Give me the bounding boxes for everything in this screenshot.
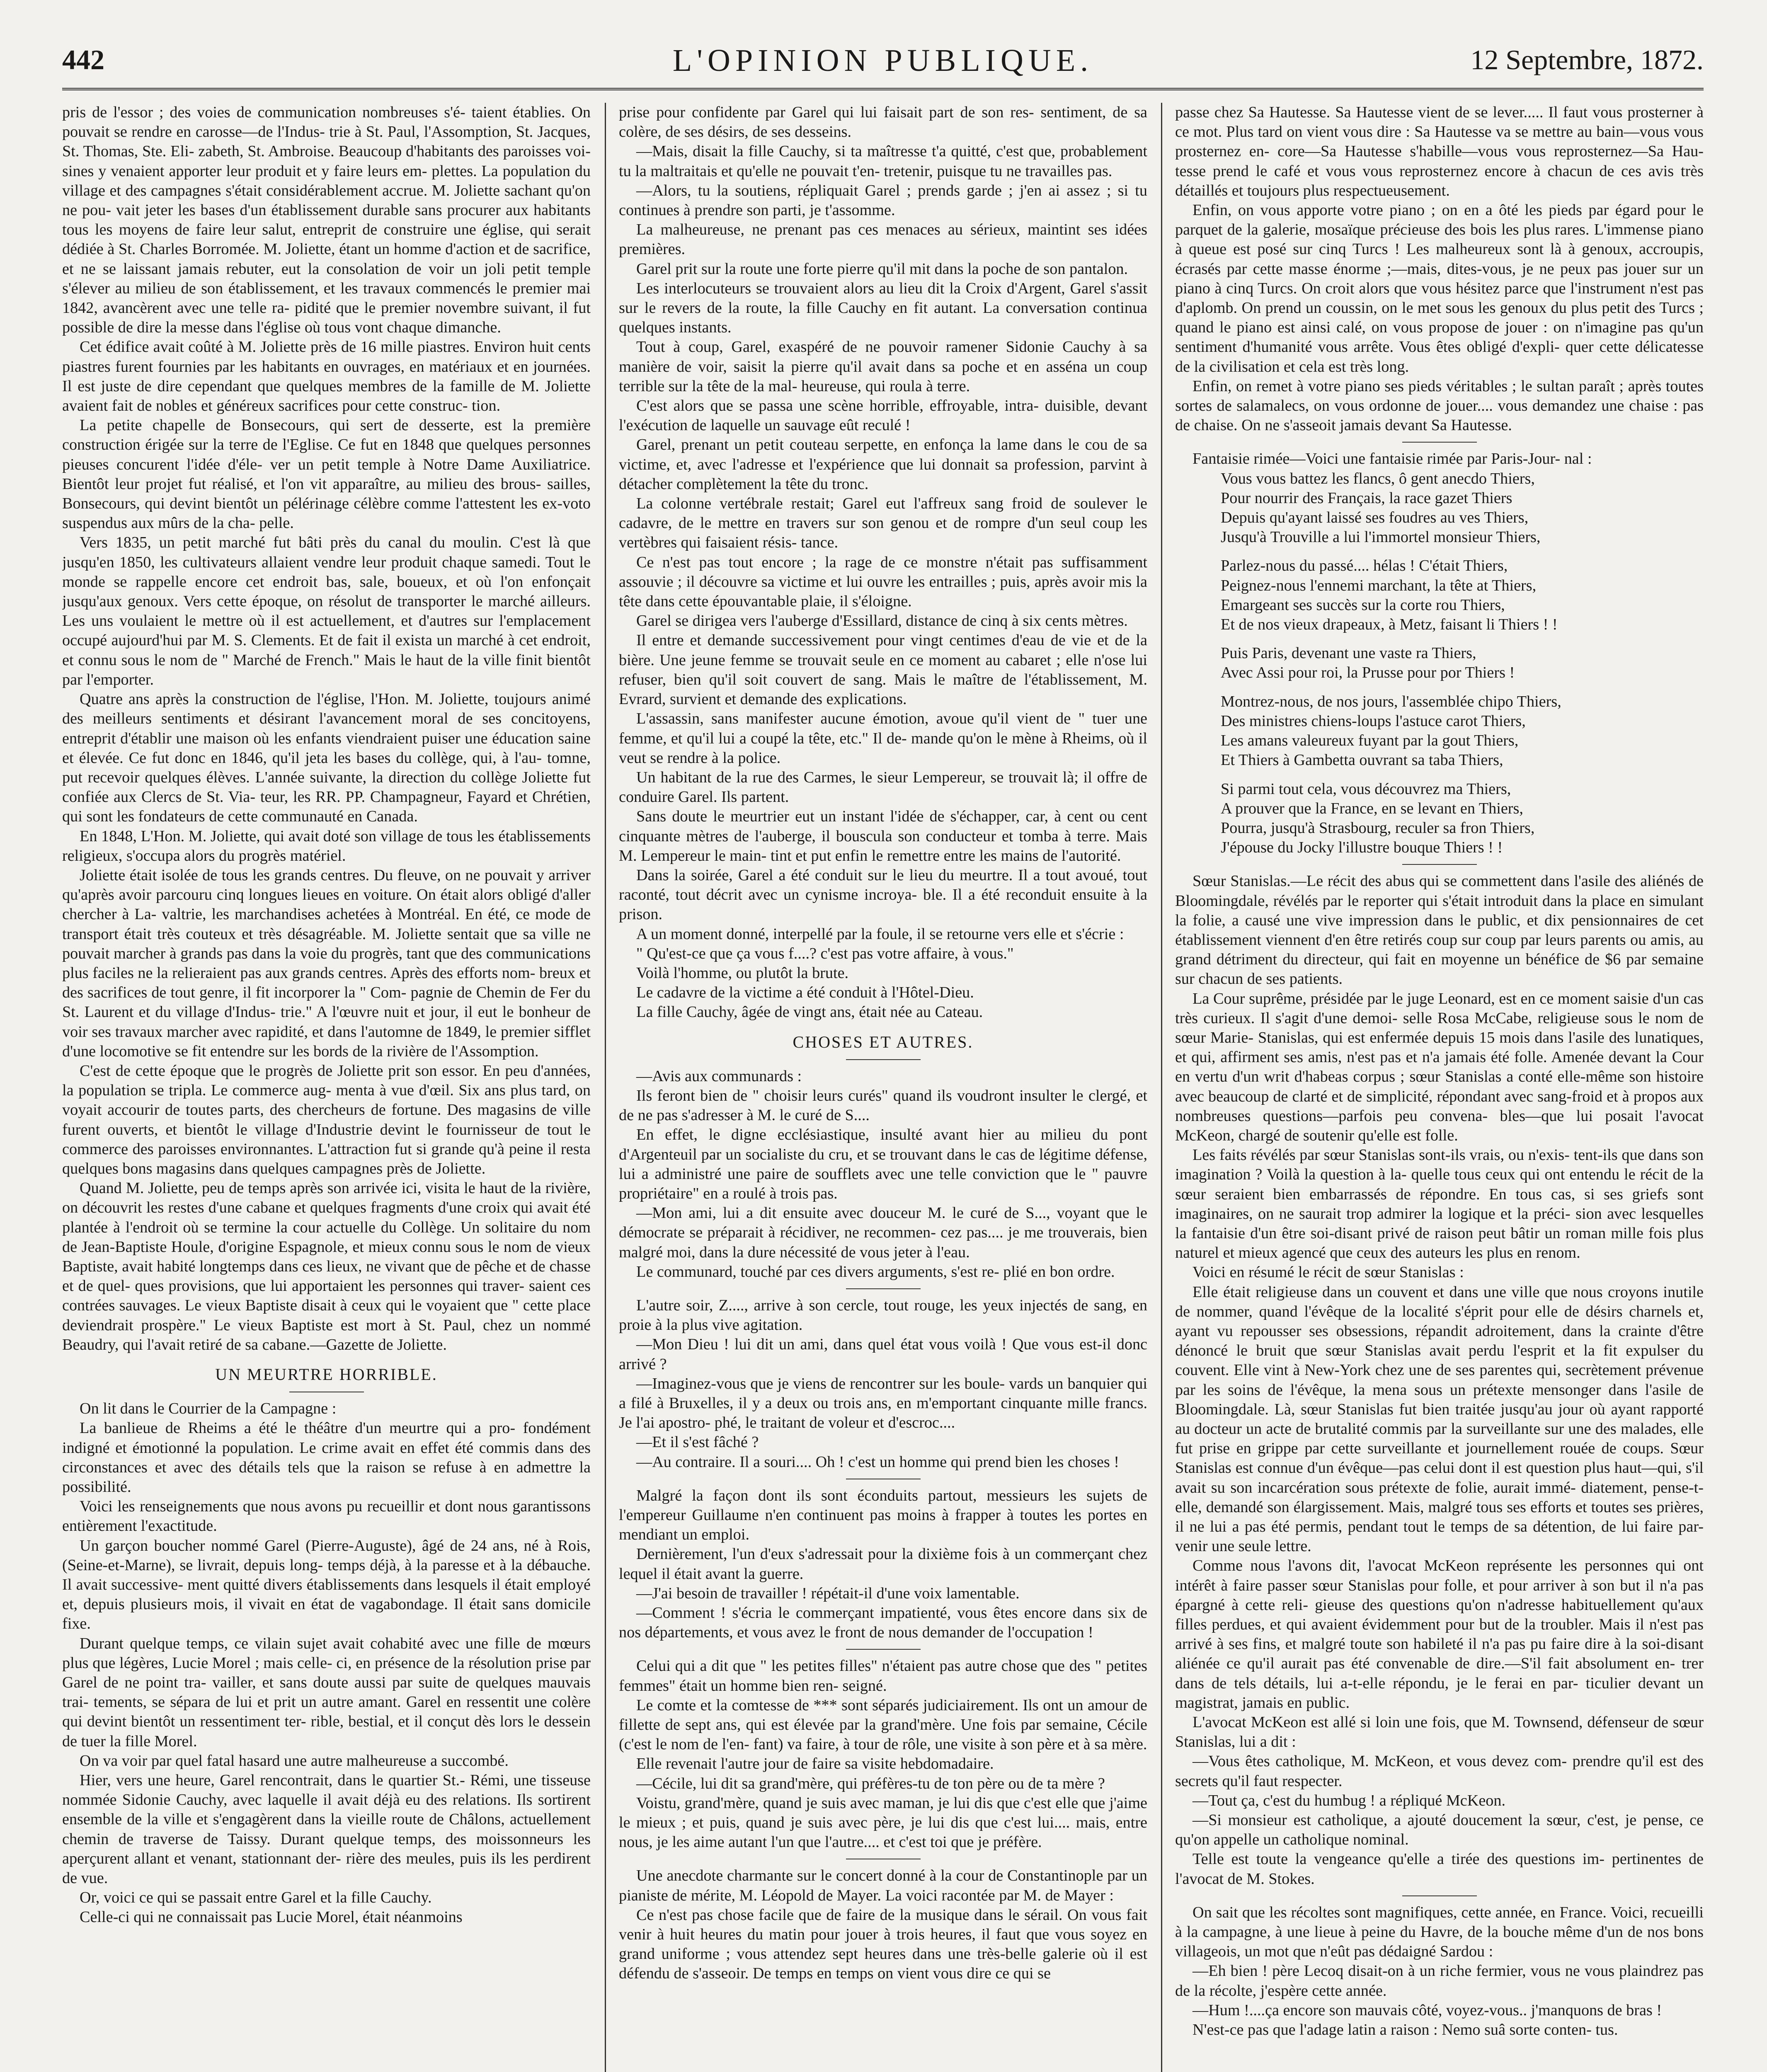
article-paragraph: Sans doute le meurtrier eut un instant l'idée de s'échapper, car, à cent ou cent cinquante mètres de l'auberge, il bouscula son conducteur et tomba à terre. Mais M. Lempereur le main- tint et put enfin le remettre entre les mains de l'autorité. xyxy=(619,808,1147,864)
article-paragraph: Garel, prenant un petit couteau serpette, en enfonça la lame dans le cou de sa victime, et, avec l'adresse et l'expérience que lui donnait sa profession, parvint à détacher complètement la tête du tronc. xyxy=(619,436,1147,493)
article-paragraph: Ils feront bien de " choisir leurs curés" quand ils voudront insulter le clergé, et de ne pas s'adresser à M. le curé de S.... xyxy=(619,1087,1147,1124)
poem-line: Vous vous battez les flancs, ô gent anecdo Thiers, xyxy=(1221,470,1535,487)
article-paragraph: —Tout ça, c'est du humbug ! a répliqué McKeon. xyxy=(1193,1791,1506,1809)
article-paragraph: —Imaginez-vous que je viens de rencontrer sur les boule- vards un banquier qui a filé à Bruxelles, il y a deux ou trois ans, en m'emportant cinquante mille francs. Je l'ai apostro- phé, le traitant de voleur et d'escroc.... xyxy=(619,1375,1147,1432)
article-paragraph: —J'ai besoin de travailler ! répétait-il d'une voix lamentable. xyxy=(636,1584,1020,1602)
article-paragraph: Il entre et demande successivement pour vingt centimes d'eau de vie et de la bière. Une jeune femme se trouvait seule en ce moment au cabaret ; elle n'ose lui refuser, bien qu'il soit couvert de sang. Mais le maître de l'établissement, M. Evrard, survient et demande des explications. xyxy=(619,632,1147,708)
article-paragraph: Fantaisie rimée—Voici une fantaisie rimée par Paris-Jour- nal : xyxy=(1193,450,1592,468)
article-paragraph: N'est-ce pas que l'adage latin a raison : Nemo suâ sorte conten- tus. xyxy=(1193,2021,1618,2039)
poem-line: Puis Paris, devenant une vaste ra Thiers, xyxy=(1221,644,1476,662)
article-paragraph: Voici les renseignements que nous avons pu recueillir et dont nous garantissons entièrement l'exactitude. xyxy=(62,1498,591,1535)
article-paragraph: En effet, le digne ecclésiastique, insulté avant hier au milieu du pont d'Argenteuil par un socialiste du cru, et se trouvant dans le cas de légitime défense, lui a administré une paire de soufflets avec une telle conviction que le " pauvre propriétaire" en a roulé à trois pas. xyxy=(619,1126,1147,1202)
poem-line: Des ministres chiens-loups l'astuce carot Thiers, xyxy=(1221,712,1526,730)
article-paragraph: —Mais, disait la fille Cauchy, si ta maîtresse t'a quitté, c'est que, probablement tu la maltraitais et qu'elle ne pouvait t'en- tretenir, puisque tu ne travailles pas. xyxy=(619,143,1147,180)
article-paragraph: —Et il s'est fâché ? xyxy=(636,1433,759,1451)
article-paragraph: Quand M. Joliette, peu de temps après son arrivée ici, visita le haut de la rivière, on découvrit les restes d'une cabane et quelques fragments d'une croix qui avait été plantée à l'endroit où se termine la cour actuelle du Collège. Un solitaire du nom de Jean-Baptiste Houle, d'origine Espagnole, et mieux connu sous le nom de vieux Baptiste, avait habité longtemps dans ces lieux, ne vivant que de pêche et de chasse et de quel- ques provisions, que lui apportaient les personnes qui traver- saient ces contrées sauvages. Le vieux Baptiste disait à ceux qui le voyaient que " cette place deviendrait prospère." Le vieux Baptiste est mort à St. Paul, chez un nommé Beaudry, qui l'avait retiré de sa cabane.—Gazette de Joliette. xyxy=(62,1179,591,1353)
article-paragraph: Tout à coup, Garel, exaspéré de ne pouvoir ramener Sidonie Cauchy à sa manière de voir, saisit la pierre qu'il avait dans sa poche et en asséna un coup terrible sur la tête de la mal- heureuse, qui roula à terre. xyxy=(619,338,1147,395)
article-paragraph: Enfin, on remet à votre piano ses pieds véritables ; le sultan paraît ; après toutes sortes de salamalecs, on vous ordonne de jouer.... vous demandez une chaise : pas de chaise. On ne s'asseoit jamais devant Sa Hautesse. xyxy=(1175,377,1704,434)
article-paragraph: —Si monsieur est catholique, a ajouté doucement la sœur, c'est, je pense, ce qu'on appelle un catholique nominal. xyxy=(1175,1811,1704,1849)
article-paragraph: Vers 1835, un petit marché fut bâti près du canal du moulin. C'est là que jusqu'en 1850, les cultivateurs allaient vendre leur produit chaque samedi. Tout le monde se rappelle encore cet endroit bas, sale, boueux, et où l'on enfonçait jusqu'aux genoux. Vers cette époque, on résolut de transporter le marché ailleurs. Les uns voulaient le mettre où il est actuellement, et d'autres sur l'emplacement occupé aujourd'hui par M. S. Clements. Et de fait il exista un marché à cet endroit, et connu sous le nom de " Marché de French." Mais le haut de la ville finit bientôt par l'emporter. xyxy=(62,534,591,688)
article-paragraph: Voici en résumé le récit de sœur Stanislas : xyxy=(1193,1264,1464,1281)
article-paragraph: Hier, vers une heure, Garel rencontrait, dans le quartier St.- Rémi, une tisseuse nommée Sidonie Cauchy, avec laquelle il avait déjà eu des relations. Ils sortirent ensemble de la ville et s'engagèrent dans la vieille route de Châlons, actuellement chemin de traverse de Taissy. Durant quelque temps, des moissonneurs les aperçurent allant et venant, stationnant der- rière des meules, puis ils les perdirent de vue. xyxy=(62,1772,591,1887)
item-separator xyxy=(1402,442,1477,443)
article-paragraph: La colonne vertébrale restait; Garel eut l'affreux sang froid de soulever le cadavre, de le mettre en travers sur son genou et de rompre d'un seul coup les vertèbres qui faisaient résis- tance. xyxy=(619,495,1147,552)
article-paragraph: La banlieue de Rheims a été le théâtre d'un meurtre qui a pro- fondément indigné et émotionné la population. Le crime avait en effet été commis dans des circonstances et avec des détails tels que la raison se refuse à en admettre la possibilité. xyxy=(62,1419,591,1496)
stanza-gap xyxy=(1175,634,1704,644)
article-paragraph: Dans la soirée, Garel a été conduit sur le lieu du meurtre. Il a tout avoué, tout raconté, tout décrit avec un cynisme incroya- ble. Il a été reconduit ensuite à la prison. xyxy=(619,866,1147,923)
article-paragraph: C'est alors que se passa une scène horrible, effroyable, intra- duisible, devant l'exécution de laquelle un sauvage eût reculé ! xyxy=(619,397,1147,434)
poem-line: Et Thiers à Gambetta ouvrant sa taba Thiers, xyxy=(1221,751,1503,769)
section-heading: CHOSES ET AUTRES. xyxy=(793,1032,974,1051)
article-paragraph: —Eh bien ! père Lecoq disait-on à un riche fermier, vous ne vous plaindrez pas de la récolte, j'espère cette année. xyxy=(1175,1962,1704,1999)
article-paragraph: Comme nous l'avons dit, l'avocat McKeon représente les personnes qui ont intérêt à faire passer sœur Stanislas pour folle, et pour arriver à son but il n'a pas épargné à cette reli- gieuse des questions qu'on n'adresse habituellement qu'aux filles perdues, et qui avaient évidemment pour but de la troubler. Mais il n'est pas arrivé à ses fins, et malgré toute son habileté il n'a pas pu faire dire à la soi-disant aliénée ce qu'il aurait pas été convenable de dire.—S'il fait absolument en- trer dans de tels détails, lui a-t-elle répondu, je le ferai en par- ticulier devant un magistrat, jamais en public. xyxy=(1175,1557,1704,1711)
article-paragraph: Les faits révélés par sœur Stanislas sont-ils vrais, ou n'exis- tent-ils que dans son imagination ? Voilà la question à la- quelle tous ceux qui ont entendu le récit de la sœur seraient bien embarrassés de répondre. En tous cas, si ses griefs sont imaginaires, on ne saurait trop admirer la logique et la préci- sion avec lesquelles la fantaisie d'un être soi-disant privé de raison peut bâtir un roman mille fois plus naturel et mieux agencé que ceux des auteurs les plus en renom. xyxy=(1175,1146,1704,1262)
poem-line: Parlez-nous du passé.... hélas ! C'était Thiers, xyxy=(1221,557,1508,575)
article-paragraph: Enfin, on vous apporte votre piano ; on en a ôté les pieds par égard pour le parquet de la galerie, mosaïque précieuse des bois les plus rares. L'immense piano à queue est posé sur cinq Turcs ! Les malheureux sont là à genoux, accroupis, écrasés par cette masse énorme ;—mais, dites-vous, je ne peux pas jouer sur un piano à cinq Turcs. On croit alors que vous hésitez parce que l'instrument n'est pas d'aplomb. On prend un coussin, on le met sous les genoux du plus petit des Turcs ; quand le piano est ainsi calé, on vous propose de jouer : on n'imagine pas qu'un sentiment d'humanité vous arrête. Vous êtes obligé d'expli- quer cette délicatesse de la civilisation et cela est très long. xyxy=(1175,201,1704,375)
item-separator xyxy=(1402,1895,1477,1896)
article-paragraph: Quatre ans après la construction de l'église, l'Hon. M. Joliette, toujours animé des meilleurs sentiments et désirant l'avancement moral de ses concitoyens, entreprit d'établir une maison où les enfants viendraient puiser une éducation saine et élevée. Ce fut donc en 1846, qu'il jeta les bases du collège, qui, à l'au- tomne, put recevoir quelques élèves. L'année suivante, la direction du collège Joliette fut confiée aux Clercs de St. Via- teur, les RR. PP. Champagneur, Fayard et Chrétien, qui sont les fondateurs de cette communauté en Canada. xyxy=(62,690,591,825)
article-paragraph: Or, voici ce qui se passait entre Garel et la fille Cauchy. xyxy=(80,1889,432,1907)
stanza-gap xyxy=(1175,547,1704,556)
item-separator xyxy=(1402,864,1477,865)
article-paragraph: Ce n'est pas chose facile que de faire de la musique dans le sérail. On vous fait venir à huit heures du matin pour jouer à trois heures, il faut que vous soyez en grand uniforme ; vous attendez sept heures dans une très-belle galerie où il est défendu de s'asseoir. De temps en temps on vient vous dire ce qui se xyxy=(619,1906,1147,1982)
article-paragraph: On va voir par quel fatal hasard une autre malheureuse a succombé. xyxy=(80,1752,509,1769)
article-paragraph: passe chez Sa Hautesse. Sa Hautesse vient de se lever..... Il faut vous prosterner à ce mot. Plus tard on vient vous dire : Sa Hautesse va se mettre au bain—vous vous prosternez en- core—Sa Hautesse s'habille—vous vous reprosternez—Sa Hau- tesse prend le café et vous vous reprosternez encore à chacun de ces avis très détaillés et toujours plus respectueusement. xyxy=(1175,104,1704,199)
article-paragraph: —Au contraire. Il a souri.... Oh ! c'est un homme qui prend bien les choses ! xyxy=(636,1453,1119,1471)
article-paragraph: —Vous êtes catholique, M. McKeon, et vous devez com- prendre qu'il est des secrets qu'il faut respecter. xyxy=(1175,1752,1704,1790)
article-paragraph: Dernièrement, l'un d'eux s'adressait pour la dixième fois à un commerçant chez lequel il était avant la guerre. xyxy=(619,1545,1147,1583)
poem-line: Pour nourrir des Français, la race gazet Thiers xyxy=(1221,489,1512,507)
column-divider xyxy=(1161,103,1162,2072)
article-paragraph: A un moment donné, interpellé par la foule, il se retourne vers elle et s'écrie : xyxy=(636,925,1124,943)
article-paragraph: Le communard, touché par ces divers arguments, s'est re- plié en bon ordre. xyxy=(636,1263,1115,1280)
article-paragraph: L'autre soir, Z...., arrive à son cercle, tout rouge, les yeux injectés de sang, en proie à la plus vive agitation. xyxy=(619,1296,1147,1334)
issue-date: 12 Septembre, 1872. xyxy=(1470,44,1704,75)
article-paragraph: —Mon ami, lui a dit ensuite avec douceur M. le curé de S..., voyant que le démocrate se préparait à récidiver, ne recommen- cez pas.... je me trouverais, bien malgré moi, dans la dure nécessité de vous jeter à l'eau. xyxy=(619,1204,1147,1261)
article-paragraph: —Avis aux communards : xyxy=(636,1067,802,1085)
section-rule xyxy=(846,1059,921,1060)
article-paragraph: Garel prit sur la route une forte pierre qu'il mit dans la poche de son pantalon. xyxy=(636,260,1128,278)
article-paragraph: Un habitant de la rue des Carmes, le sieur Lempereur, se trouvait là; il offre de conduire Garel. Ils partent. xyxy=(619,768,1147,806)
poem-line: J'épouse du Jocky l'illustre bouque Thiers ! ! xyxy=(1221,839,1503,857)
article-paragraph: Voilà l'homme, ou plutôt la brute. xyxy=(636,964,849,982)
item-separator xyxy=(846,1288,921,1289)
poem-line: Et de nos vieux drapeaux, à Metz, faisant li Thiers ! ! xyxy=(1221,616,1558,634)
article-paragraph: Elle revenait l'autre jour de faire sa visite hebdomadaire. xyxy=(636,1755,994,1773)
article-paragraph: Celle-ci qui ne connaissait pas Lucie Morel, était néanmoins xyxy=(80,1908,463,1926)
article-paragraph: Voistu, grand'mère, quand je suis avec maman, je lui dis que c'est elle que j'aime le mieux ; et puis, quand je suis avec père, je lui dis que c'est lui.... mais, entre nous, je les aime autant l'un que l'autre.... et c'est toi que je préfère. xyxy=(619,1794,1147,1851)
article-paragraph: Ce n'est pas tout encore ; la rage de ce monstre n'était pas suffisamment assouvie ; il découvre sa victime et lui ouvre les entrailles ; puis, après avoir mis la tête dans cette épouvantable plaie, il s'éloigne. xyxy=(619,553,1147,610)
article-paragraph: La Cour suprême, présidée par le juge Leonard, est en ce moment saisie d'un cas très curieux. Il s'agit d'une demoi- selle Rosa McCabe, religieuse sous le nom de sœur Marie- Stanislas, qui est enfermée depuis 15 mois dans l'asile des lunatiques, et qui, affirment ses amis, n'est pas et n'a jamais été folle. Amenée devant la Cour en vertu d'un writ d'habeas corpus ; sœur Stanislas a conté elle-même son histoire avec beaucoup de clarté et de simplicité, répondant avec sang-froid et à propos aux nombreuses questions—parfois peu convena- bles—que lui posait l'avocat McKeon, chargé de soutenir qu'elle est folle. xyxy=(1175,990,1704,1144)
article-paragraph: Le comte et la comtesse de *** sont séparés judiciairement. Ils ont un amour de fillette de sept ans, qui est élevée par la grand'mère. Une fois par semaine, Cécile (c'est le nom de l'en- fant) va faire, à tour de rôle, une visite à son père et à sa mère. xyxy=(619,1696,1147,1753)
article-paragraph: —Hum !....ça encore son mauvais côté, voyez-vous.. j'manquons de bras ! xyxy=(1193,2001,1662,2019)
column-1 xyxy=(62,103,591,2072)
article-paragraph: Joliette était isolée de tous les grands centres. Du fleuve, on ne pouvait y arriver qu'après avoir parcouru cinq longues lieues en voiture. On était alors obligé d'aller chercher à La- valtrie, les marchandises achetées à Montréal. En été, ce mode de transport était très couteux et très désagréable. M. Joliette sentait que sa ville ne pouvait marcher à grands pas dans la voie du progrès, tant que des communications plus faciles ne la relieraient pas aux grands centres. Après des efforts nom- breux et des sacrifices de tout genre, il fit incorporer la " Com- pagnie de Chemin de Fer du St. Laurent et du village d'Indus- trie." A l'œuvre nuit et jour, il eut le bonheur de voir ses travaux marcher avec rapidité, et dans l'automne de 1849, le premier sifflet d'une locomotive se fit entendre sur les bords de la rivière de l'Assomption. xyxy=(62,866,591,1060)
column-divider xyxy=(605,103,606,2072)
poem-line: Les amans valeureux fuyant par la gout Thiers, xyxy=(1221,732,1519,750)
page-number: 442 xyxy=(62,44,104,75)
article-paragraph: —Comment ! s'écria le commerçant impatienté, vous êtes encore dans six de nos départements, et vous avez le front de nous demander de l'occupation ! xyxy=(619,1604,1147,1641)
article-paragraph: Celui qui a dit que " les petites filles" n'étaient pas autre chose que des " petites femmes" était un homme bien ren- seigné. xyxy=(619,1657,1147,1694)
article-paragraph: Elle était religieuse dans un couvent et dans une ville que nous croyons inutile de nommer, quand l'évêque de la localité s'éprit pour elle de désirs charnels et, ayant vu repousser ses obsessions, répandit adroitement, dans la crainte d'être dénoncé le bruit que sœur Stanislas avait perdu l'esprit et la fit expulser du couvent. Elle vint à New-York chez une de ses parentes qui, secrètement prévenue par les soins de l'évêque, la mena sous un prétexte mensonger dans l'asile de Bloomingdale. Là, sœur Stanislas fut bien traitée jusqu'au jour où ayant rapporté au docteur un acte de brutalité commis par la surveillante sur une des malades, elle fut prise en grippe par cette surveillante et journellement rouée de coups. Sœur Stanislas est connue d'un évêque—pas celui dont il est question plus haut—qui, s'il avait su son incarcération sous prétexte de folie, aurait immé- diatement, pense-t-elle, demandé son élargissement. Mais, malgré tous ses efforts et toutes ses prières, il ne lui a pas été permis, pendant tout le temps de sa détention, de lui faire par- venir une seule lettre. xyxy=(1175,1283,1704,1555)
article-paragraph: L'avocat McKeon est allé si loin une fois, que M. Townsend, défenseur de sœur Stanislas, lui a dit : xyxy=(1175,1714,1704,1751)
column-2 xyxy=(619,103,1147,2072)
article-paragraph: —Mon Dieu ! lui dit un ami, dans quel état vous voilà ! Que vous est-il donc arrivé ? xyxy=(619,1336,1147,1373)
article-paragraph: Cet édifice avait coûté à M. Joliette près de 16 mille piastres. Environ huit cents piastres furent fournies par les habitants en ouvrages, en matériaux et en journées. Il est juste de dire cependant que quelques membres de la famille de M. Joliette avaient fait de nobles et généreux sacrifices pour cette construc- tion. xyxy=(62,338,591,415)
poem-line: Peignez-nous l'ennemi marchant, la tête at Thiers, xyxy=(1221,576,1537,594)
article-paragraph: En 1848, L'Hon. M. Joliette, qui avait doté son village de tous les établissements religieux, s'occupa alors du progrès matériel. xyxy=(62,827,591,864)
article-paragraph: Les interlocuteurs se trouvaient alors au lieu dit la Croix d'Argent, Garel s'assit sur le revers de la route, la fille Cauchy en fit autant. La conversation continua quelques instants. xyxy=(619,279,1147,336)
poem-line: Si parmi tout cela, vous découvrez ma Thiers, xyxy=(1221,780,1511,798)
stanza-gap xyxy=(1175,683,1704,692)
section-heading: UN MEURTRE HORRIBLE. xyxy=(215,1365,438,1384)
newspaper-title: L'OPINION PUBLIQUE. xyxy=(672,43,1093,78)
article-paragraph: L'assassin, sans manifester aucune émotion, avoue qu'il vient de " tuer une femme, et qu'il lui a coupé la tête, etc." Il de- mande qu'on le mène à Rheims, où il veut se rendre à la police. xyxy=(619,710,1147,767)
article-paragraph: La fille Cauchy, âgée de vingt ans, était née au Cateau. xyxy=(636,1003,983,1021)
masthead-rule xyxy=(62,88,1704,90)
poem-line: Pourra, jusqu'à Strasbourg, reculer sa fron Thiers, xyxy=(1221,819,1535,837)
article-paragraph: —Cécile, lui dit sa grand'mère, qui préfères-tu de ton père ou de ta mère ? xyxy=(636,1774,1105,1792)
article-paragraph: On sait que les récoltes sont magnifiques, cette année, en France. Voici, recueilli à la campagne, à une lieue à peine du Havre, de la bouche même d'un de nos bons villageois, un mot que n'eût pas dédaigné Sardou : xyxy=(1175,1903,1704,1961)
article-paragraph: prise pour confidente par Garel qui lui faisait part de son res- sentiment, de sa colère, de ses désirs, de ses desseins. xyxy=(619,104,1147,141)
stanza-gap xyxy=(1175,770,1704,779)
article-paragraph: La petite chapelle de Bonsecours, qui sert de desserte, est la première construction érigée sur la terre de l'Eglise. Ce fut en 1848 que quelques personnes pieuses concurent l'idée d'éle- ver un petit temple à Notre Dame Auxiliatrice. Bientôt leur projet fut réalisé, et l'on vit apparaître, au milieu des brous- sailles, Bonsecours, qui devint bientôt un pélérinage célèbre comme l'attestent les ex-voto suspendus aux mûrs de la cha- pelle. xyxy=(62,416,591,532)
article-paragraph: pris de l'essor ; des voies de communication nombreuses s'é- taient établies. On pouvait se rendre en carosse—de l'Indus- trie à St. Paul, l'Assomption, St. Jacques, St. Thomas, Ste. Eli- zabeth, St. Ambroise. Beaucoup d'habitants des paroisses voi- sines y venaient apporter leur produit et y faire leurs em- plettes. La population du village et des campagnes s'était considérablement accrue. M. Joliette sachant qu'on ne pou- vait jeter les bases d'un établissement durable sans procurer aux habitants tous les moyens de faire leur salut, entreprit de construire une église, qui serait dédiée à St. Charles Borromée. M. Joliette, étant un homme d'action et de sacrifice, et ne se laissant jamais rebuter, eut la consolation de voir un joli petit temple s'élever au milieu de son établissement, et les travaux commencés le premier mai 1842, avancèrent avec une telle ra- pidité que le premier novembre suivant, il fut possible de dire la messe dans l'église où tous vont chaque dimanche. xyxy=(62,104,591,336)
article-paragraph: Le cadavre de la victime a été conduit à l'Hôtel-Dieu. xyxy=(636,984,974,1002)
poem-line: Depuis qu'ayant laissé ses foudres au ves Thiers, xyxy=(1221,509,1529,527)
article-paragraph: Malgré la façon dont ils sont éconduits partout, messieurs les sujets de l'empereur Guillaume n'en continuent pas moins à frapper à toutes les portes en mendiant un emploi. xyxy=(619,1486,1147,1544)
article-paragraph: " Qu'est-ce que ça vous f....? c'est pas votre affaire, à vous." xyxy=(636,944,1014,962)
article-paragraph: —Alors, tu la soutiens, répliquait Garel ; prends garde ; j'en ai assez ; si tu continues à prendre son parti, je t'assomme. xyxy=(619,182,1147,219)
article-paragraph: Garel se dirigea vers l'auberge d'Essillard, distance de cinq à six cents mètres. xyxy=(636,612,1128,630)
poem-line: Jusqu'à Trouville a lui l'immortel monsieur Thiers, xyxy=(1221,528,1541,546)
article-paragraph: La malheureuse, ne prenant pas ces menaces au sérieux, maintint ses idées premières. xyxy=(619,221,1147,258)
article-paragraph: Une anecdote charmante sur le concert donné à la cour de Constantinople par un pianiste de mérite, M. Léopold de Mayer. La voici racontée par M. de Mayer : xyxy=(619,1867,1147,1904)
poem-line: A prouver que la France, en se levant en Thiers, xyxy=(1221,799,1523,817)
article-paragraph: Un garçon boucher nommé Garel (Pierre-Auguste), âgé de 24 ans, né à Rois, (Seine-et-Marne), se livrait, depuis long- temps déjà, à la paresse et à la débauche. Il avait successive- ment quitté divers établissements dans lesquels il était employé et, depuis plusieurs mois, il vivait en état de vagabondage. Il était sans domicile fixe. xyxy=(62,1537,591,1633)
article-paragraph: Durant quelque temps, ce vilain sujet avait cohabité avec une fille de mœurs plus que légères, Lucie Morel ; mais celle- ci, en présence de la résolution prise par Garel de ne point tra- vailler, et sans doute aussi par suite de quelques mauvais trai- tements, se sépara de lui et prit un autre amant. Garel en ressentit une colère qui devint bientôt un ressentiment ter- rible, bestial, et il conçut dès lors le dessein de tuer la fille Morel. xyxy=(62,1634,591,1750)
item-separator xyxy=(846,1649,921,1650)
poem-line: Montrez-nous, de nos jours, l'assemblée chipo Thiers, xyxy=(1221,692,1561,710)
poem-line: Emargeant ses succès sur la corte rou Thiers, xyxy=(1221,596,1505,614)
article-paragraph: Sœur Stanislas.—Le récit des abus qui se commettent dans l'asile des aliénés de Bloomingdale, révélés par le reporter qui s'était introduit dans la place en simulant la folie, a causé une vive impression dans le public, et dix pensionnaires de cet établissement viennent d'en être retirés coup sur coup par leurs parents ou amis, au grand détriment du directeur, qui fait en moyenne un bénéfice de $6 par semaine sur chacun de ses patients. xyxy=(1175,872,1704,988)
poem-line: Avec Assi pour roi, la Prusse pour por Thiers ! xyxy=(1221,664,1515,682)
article-paragraph: Telle est toute la vengeance qu'elle a tirée des questions im- pertinentes de l'avocat de M. Stokes. xyxy=(1175,1850,1704,1888)
article-paragraph: On lit dans le Courrier de la Campagne : xyxy=(80,1400,337,1418)
column-3 xyxy=(1175,103,1704,2072)
masthead xyxy=(62,39,1704,85)
article-paragraph: C'est de cette époque que le progrès de Joliette prit son essor. En peu d'années, la population se tripla. Le commerce aug- menta à vue d'œil. Six ans plus tard, on voyait accourir de toutes parts, des chercheurs de fortune. Des magasins de ville furent ouverts, et bientôt le village d'Industrie devint le fournisseur de tout le commerce des paroisses environnantes. L'attraction fut si grande qu'à peine il resta quelques bons magasins dans quelques campagnes près de Joliette. xyxy=(62,1062,591,1177)
